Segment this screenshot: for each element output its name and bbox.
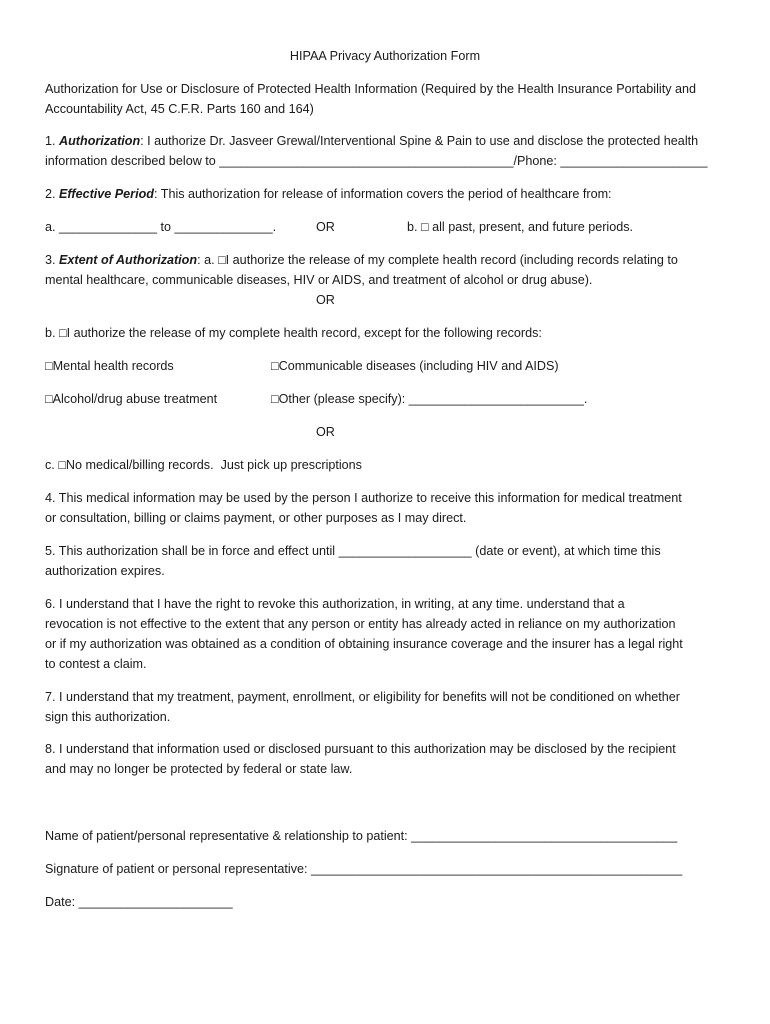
section-3-line-2: mental healthcare, communicable diseases, HIV or AIDS, and treatment of alcohol or drug abuse). <box>45 273 593 287</box>
other-specify-checkbox[interactable]: □Other (please specify): _________________________. <box>271 392 588 406</box>
section-8-line-2: and may no longer be protected by federal or state law. <box>45 762 353 776</box>
section-5-line-2: authorization expires. <box>45 564 165 578</box>
section-3-number: 3. <box>45 253 60 267</box>
alcohol-drug-checkbox[interactable]: □Alcohol/drug abuse treatment <box>45 392 218 406</box>
mental-health-checkbox[interactable]: □Mental health records <box>45 359 174 373</box>
section-1-line-1 <box>45 131 698 151</box>
section-6-line-3: or if my authorization was obtained as a condition of obtaining insurance coverage and the insurer has a legal right <box>45 637 683 651</box>
section-4-line-2: or consultation, billing or claims payment, or other purposes as I may direct. <box>45 511 467 525</box>
patient-name-field[interactable]: Name of patient/personal representative & relationship to patient: ______________________________________ <box>45 829 678 843</box>
section-1-heading: Authorization <box>59 134 141 148</box>
section-2-text: : This authorization for release of information covers the period of healthcare from: <box>153 187 612 201</box>
section-5-line-1[interactable]: 5. This authorization shall be in force and effect until ___________________ (date or event), at which time this <box>45 544 661 558</box>
section-3-option-c[interactable]: c. □No medical/billing records. Just pick up prescriptions <box>45 458 362 472</box>
section-4-line-1: 4. This medical information may be used by the person I authorize to receive this information for medical treatment <box>45 491 682 505</box>
section-3-option-b[interactable]: b. □I authorize the release of my complete health record, except for the following records: <box>45 326 542 340</box>
all-periods-checkbox[interactable]: b. □ all past, present, and future periods. <box>407 220 634 234</box>
section-3-heading: Extent of Authorization <box>59 253 198 267</box>
date-field[interactable]: Date: ______________________ <box>45 895 233 909</box>
period-range-field[interactable]: a. ______________ to ______________. <box>45 220 277 234</box>
communicable-diseases-checkbox[interactable]: □Communicable diseases (including HIV and AIDS) <box>271 359 559 373</box>
or-label: OR <box>316 425 335 439</box>
intro-line-1: Authorization for Use or Disclosure of Protected Health Information (Required by the Health Insurance Portability and <box>45 82 697 96</box>
section-6-line-1: 6. I understand that I have the right to revoke this authorization, in writing, at any time. understand that a <box>45 597 625 611</box>
section-1-line-2: information described below to __________________________________________/Phone: _____________________ <box>45 154 708 168</box>
section-3-option-a[interactable]: : a. □I authorize the release of my complete health record (including records relating to <box>197 253 678 267</box>
section-2-number: 2. <box>45 187 60 201</box>
signature-field[interactable]: Signature of patient or personal representative: _____________________________________________________ <box>45 862 683 876</box>
section-8-line-1: 8. I understand that information used or disclosed pursuant to this authorization may be disclosed by the recipient <box>45 742 676 756</box>
form-title: HIPAA Privacy Authorization Form <box>289 49 481 63</box>
section-6-line-4: to contest a claim. <box>45 657 147 671</box>
section-6-line-2: revocation is not effective to the extent that any person or entity has already acted in reliance on my authorization <box>45 617 676 631</box>
intro-line-2: Accountability Act, 45 C.F.R. Parts 160 and 164) <box>45 102 314 116</box>
section-1-text: : I authorize Dr. Jasveer Grewal/Interventional Spine & Pain to use and disclose the protected health <box>140 134 699 148</box>
section-7-line-2: sign this authorization. <box>45 710 171 724</box>
section-3-line-1 <box>45 250 678 270</box>
or-label: OR <box>316 220 335 234</box>
section-7-line-1: 7. I understand that my treatment, payment, enrollment, or eligibility for benefits will not be conditioned on whether <box>45 690 680 704</box>
section-2-line <box>45 184 612 204</box>
section-1-number: 1. <box>45 134 60 148</box>
section-2-heading: Effective Period <box>59 187 154 201</box>
or-label: OR <box>316 293 335 307</box>
